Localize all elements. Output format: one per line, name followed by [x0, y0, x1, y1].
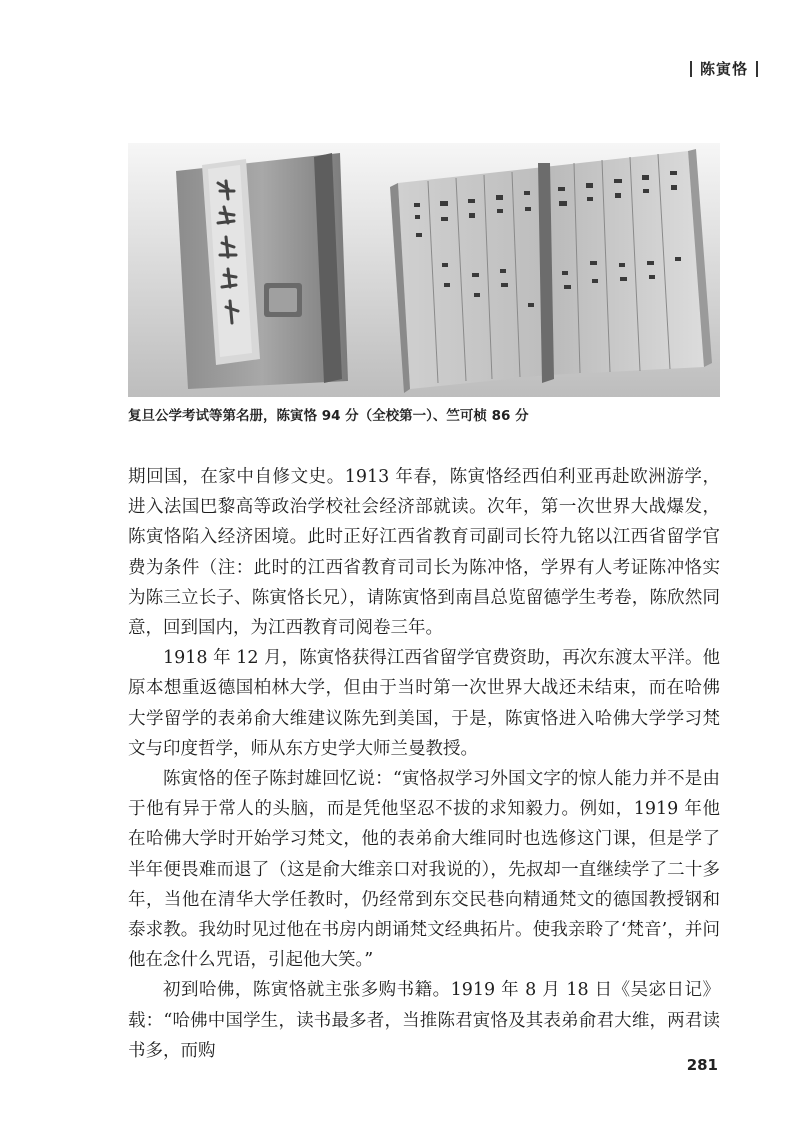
paragraph-2: 1918 年 12 月，陈寅恪获得江西省留学官费资助，再次东渡太平洋。他原本想重返德国柏林大学，但由于当时第一次世界大战还未结束，而在哈佛大学留学的表弟俞大维建议陈先到美国，于是，陈寅恪进入哈佛大学学习梵文与印度哲学，师从东方史学大师兰曼教授。	[128, 648, 720, 759]
body-text	[128, 462, 720, 1066]
figure-caption: 复旦公学考试等第名册，陈寅恪 94 分（全校第一）、竺可桢 86 分	[128, 408, 529, 424]
header-divider-right	[756, 61, 758, 77]
paragraph-3: 陈寅恪的侄子陈封雄回忆说：“寅恪叔学习外国文字的惊人能力并不是由于他有异于常人的头脑，而是凭他坚忍不拔的求知毅力。例如，1919 年他在哈佛大学时开始学习梵文，他的表弟俞大维同时也选修这门课，但是学了半年便畏难而退了（这是俞大维亲口对我说的），先叔却一直继续学了二十多年，当他在清华大学任教时，仍经常到东交民巷向精通梵文的德国教授钢和泰求教。我幼时见过他在书房内朗诵梵文经典拓片。使我亲聆了‘梵音’，并问他在念什么咒语，引起他大笑。”	[128, 769, 720, 971]
open-register-book	[390, 149, 712, 393]
archive-photo	[128, 143, 720, 397]
paragraph-4: 初到哈佛，陈寅恪就主张多购书籍。1919 年 8 月 18 日《吴宓日记》载：“哈佛中国学生，读书最多者，当推陈君寅恪及其表弟俞君大维，两君读书多，而购	[128, 980, 720, 1061]
running-title: 陈寅恪	[699, 60, 748, 78]
running-header	[690, 58, 758, 79]
page-number: 281	[686, 1056, 718, 1074]
paragraph-1: 期回国，在家中自修文史。1913 年春，陈寅恪经西伯利亚再赴欧洲游学，进入法国巴黎高等政治学校社会经济部就读。次年，第一次世界大战爆发，陈寅恪陷入经济困境。此时正好江西省教育司副司长符九铭以江西省留学官费为条件（注：此时的江西省教育司司长为陈冲恪，学界有人考证陈冲恪实为陈三立长子、陈寅恪长兄），请陈寅恪到南昌总览留德学生考卷，陈欣然同意，回到国内，为江西教育司阅卷三年。	[128, 467, 720, 639]
header-divider-left	[690, 61, 692, 77]
closed-register-booklet	[176, 153, 348, 389]
